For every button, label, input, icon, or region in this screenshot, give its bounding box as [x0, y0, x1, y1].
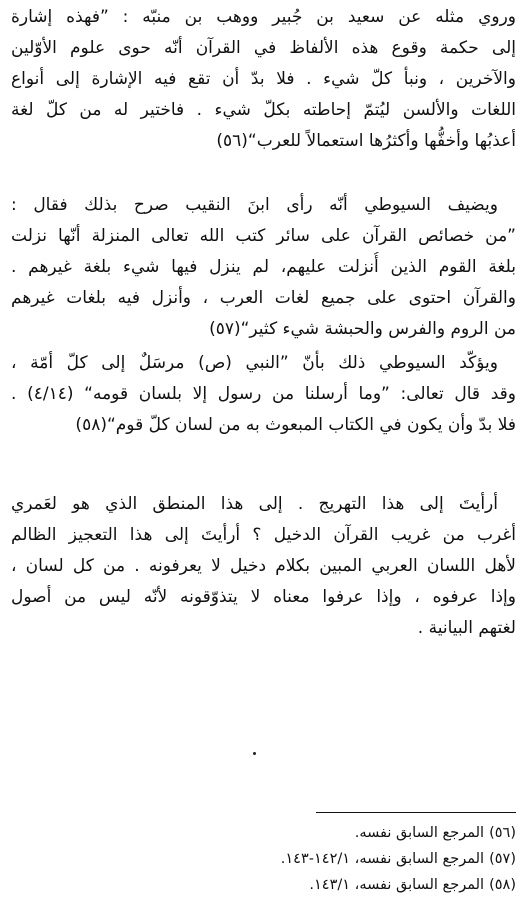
text-line: والقرآن احتوى على جميع لغات العرب ، وأنزل فيه بلغات غيرهم: [11, 288, 516, 308]
text-line: اللغات والألسن ليُتمّ إحاطته بكلّ شيء . فاختير له من كلّ لغة: [11, 100, 516, 120]
text-line: من الروم والفرس والحبشة شيء كثير“(٥٧): [209, 319, 516, 339]
text-line: أعذبُها وأخفُّها وأكثرُها استعمالاً للعرب“(٥٦): [216, 131, 516, 151]
text-line: فلا بدّ وأن يكون في الكتاب المبعوث به من لسان كلّ قوم“(٥٨): [75, 415, 516, 435]
text-line: لغتهم البيانية .: [417, 618, 516, 638]
stray-mark: [253, 752, 256, 755]
footnote-text: المرجع السابق نفسه، ١٤٣/١.: [309, 877, 485, 893]
text-line: ويؤكّد السيوطي ذلك بأنّ ”النبي (ص) مرسَلٌ إلى كلّ أمّة ،: [11, 353, 498, 373]
footnote-text: المرجع السابق نفسه، ١٤٢/١-١٤٣.: [280, 851, 485, 867]
text-line: وإذا عرفوه ، وإذا عرفوا معناه لا يتذوّقونه لأنّه ليس من أصول: [11, 587, 516, 607]
text-line: ”من خصائص القرآن على سائر كتب الله تعالى المنزلة أنّها نزلت: [11, 226, 516, 246]
text-line: أرأيتَ إلى هذا التهريج . إلى هذا المنطق الذي هو لعَمري: [11, 494, 498, 514]
paragraph-quote-suyuti-intro: [11, 2, 516, 157]
footnote-divider: [316, 812, 516, 813]
text-line: ويضيف السيوطي أنّه رأى ابنَ النقيب صرح بذلك فقال :: [11, 195, 498, 215]
footnote-number: (٥٧): [489, 851, 516, 867]
text-line: والآخرين ، ونبأ كلّ شيء . فلا بدّ أن تقع فيه الإشارة إلى أنواع: [11, 69, 516, 89]
footnote-number: (٥٦): [489, 825, 516, 841]
paragraph-prophet-sent: [11, 348, 516, 441]
footnote-item: [216, 872, 516, 898]
paragraph-critique: [11, 489, 516, 644]
text-line: أغرب من غريب القرآن الدخيل ؟ أرأيتَ إلى هذا التعجيز الظالم: [11, 525, 516, 545]
text-line: وقد قال تعالى: ”وما أرسلنا من رسول إلا بلسان قومه“ (٤/١٤) .: [11, 384, 516, 404]
text-line: بلغة القوم الذين أُنزلت عليهم، لم ينزل فيها شيء بلغة غيرهم .: [11, 257, 516, 277]
footnote-item: [216, 846, 516, 872]
footnotes-list: [216, 820, 516, 898]
footnote-text: المرجع السابق نفسه.: [354, 825, 485, 841]
footnote-item: [216, 820, 516, 846]
text-line: لأهل اللسان العربي المبين بكلام دخيل لا يعرفونه . من كل لسان ،: [11, 556, 516, 576]
footnote-number: (٥٨): [489, 877, 516, 893]
paragraph-ibn-naqib: [11, 190, 516, 345]
text-line: إلى حكمة وقوع هذه الألفاظ في القرآن أنّه حوى علوم الأوّلين: [11, 38, 516, 58]
text-line: وروي مثله عن سعيد بن جُبير ووهب بن منبّه : ”فهذه إشارة: [11, 7, 516, 27]
